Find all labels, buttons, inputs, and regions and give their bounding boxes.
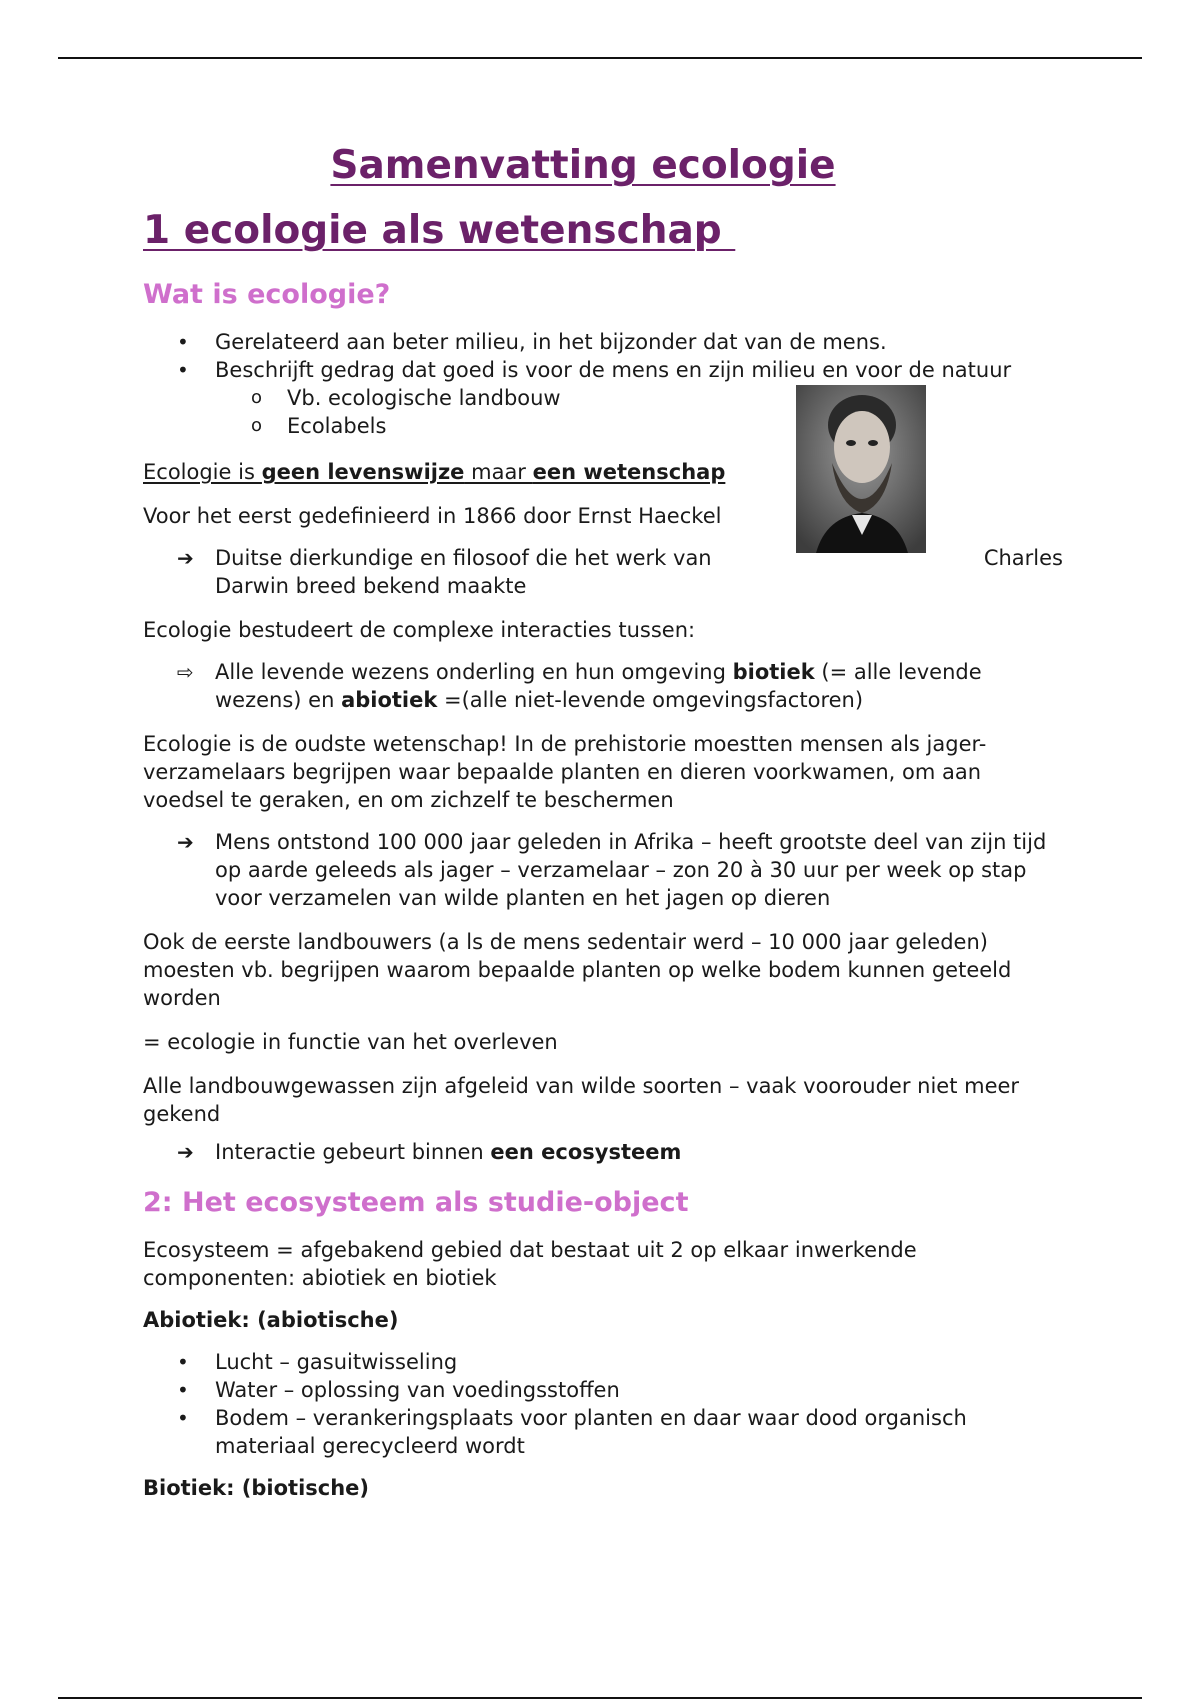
study-text: Ecologie bestudeert de complexe interacties tussen:	[143, 618, 696, 642]
interaction-list	[143, 658, 1063, 714]
farmers-text: Ook de eerste landbouwers (a ls de mens sedentair werd – 10 000 jaar geleden) moesten vb. begrijpen waarom bepaalde planten op welke bodem kunnen geteeld worden	[143, 930, 1012, 1010]
human-arrow-list	[143, 828, 1063, 912]
list-item: ➔ Mens ontstond 100 000 jaar geleden in Afrika – heeft grootste deel van zijn tijd op aarde geleeds als jager – verzamelaar – zon 20 à 30 uur per week op stap voor verzamelen van wilde planten en het jagen op dieren	[177, 830, 1047, 910]
list-item: • Lucht – gasuitwisseling	[177, 1350, 458, 1374]
crops-text: Alle landbouwgewassen zijn afgeleid van wilde soorten – vaak voorouder niet meer gekend	[143, 1074, 1020, 1126]
biotic-heading: Biotiek: (biotische)	[143, 1476, 370, 1500]
ecosystem-arrow-list	[143, 1138, 1063, 1166]
sub-list-item: o Vb. ecologische landbouw	[251, 386, 561, 410]
what-is-ecology-heading: Wat is ecologie?	[143, 279, 391, 310]
portrait-image	[796, 385, 926, 553]
list-item: ➔ Duitse dierkundige en filosoof die het werk van Charles Darwin breed bekend maakte	[177, 546, 1063, 598]
abiotic-heading: Abiotiek: (abiotische)	[143, 1308, 399, 1332]
arrow-icon: ➔	[177, 546, 194, 570]
list-item: • Beschrijft gedrag dat goed is voor de mens en zijn milieu en voor de natuur	[177, 358, 1012, 382]
section-2-heading: 2: Het ecosysteem als studie-object	[143, 1187, 689, 1218]
footer-rule	[58, 1697, 1142, 1699]
charles-text: Charles	[983, 546, 1063, 570]
header-rule	[58, 57, 1142, 59]
list-item: ➔ Interactie gebeurt binnen een ecosysteem	[177, 1140, 682, 1164]
sub-list-item: o Ecolabels	[251, 414, 387, 438]
abiotic-list	[143, 1348, 1063, 1460]
ecology-definition: Ecologie is geen levenswijze maar een wetenschap	[143, 460, 726, 484]
document-body	[143, 140, 1063, 1502]
arrow-icon: ➔	[177, 1140, 194, 1164]
list-item: • Bodem – verankeringsplaats voor planten en daar waar dood organisch materiaal gerecycleerd wordt	[177, 1406, 967, 1458]
survival-text: = ecologie in functie van het overleven	[143, 1030, 558, 1054]
list-item: • Gerelateerd aan beter milieu, in het bijzonder dat van de mens.	[177, 330, 887, 354]
list-item: • Water – oplossing van voedingsstoffen	[177, 1378, 620, 1402]
arrow-icon: ➔	[177, 830, 194, 854]
oldest-science-text: Ecologie is de oudste wetenschap! In de prehistorie moestten mensen als jager-verzamelaars begrijpen waar bepaalde planten en dieren voorkwamen, om aan voedsel te geraken, en om zichzelf te beschermen	[143, 732, 987, 812]
document-title: Samenvatting ecologie	[330, 143, 836, 188]
section-1-heading: 1 ecologie als wetenschap	[143, 208, 736, 253]
hollow-arrow-icon: ⇨	[177, 660, 194, 684]
ernst-haeckel-portrait	[796, 385, 926, 553]
first-defined-text: Voor het eerst gedefinieerd in 1866 door Ernst Haeckel	[143, 504, 722, 528]
list-item: ⇨ Alle levende wezens onderling en hun omgeving biotiek (= alle levende wezens) en abiotiek =(alle niet-levende omgevingsfactoren)	[177, 660, 982, 712]
ecosystem-definition: Ecosysteem = afgebakend gebied dat bestaat uit 2 op elkaar inwerkende componenten: abiotiek en biotiek	[143, 1238, 917, 1290]
